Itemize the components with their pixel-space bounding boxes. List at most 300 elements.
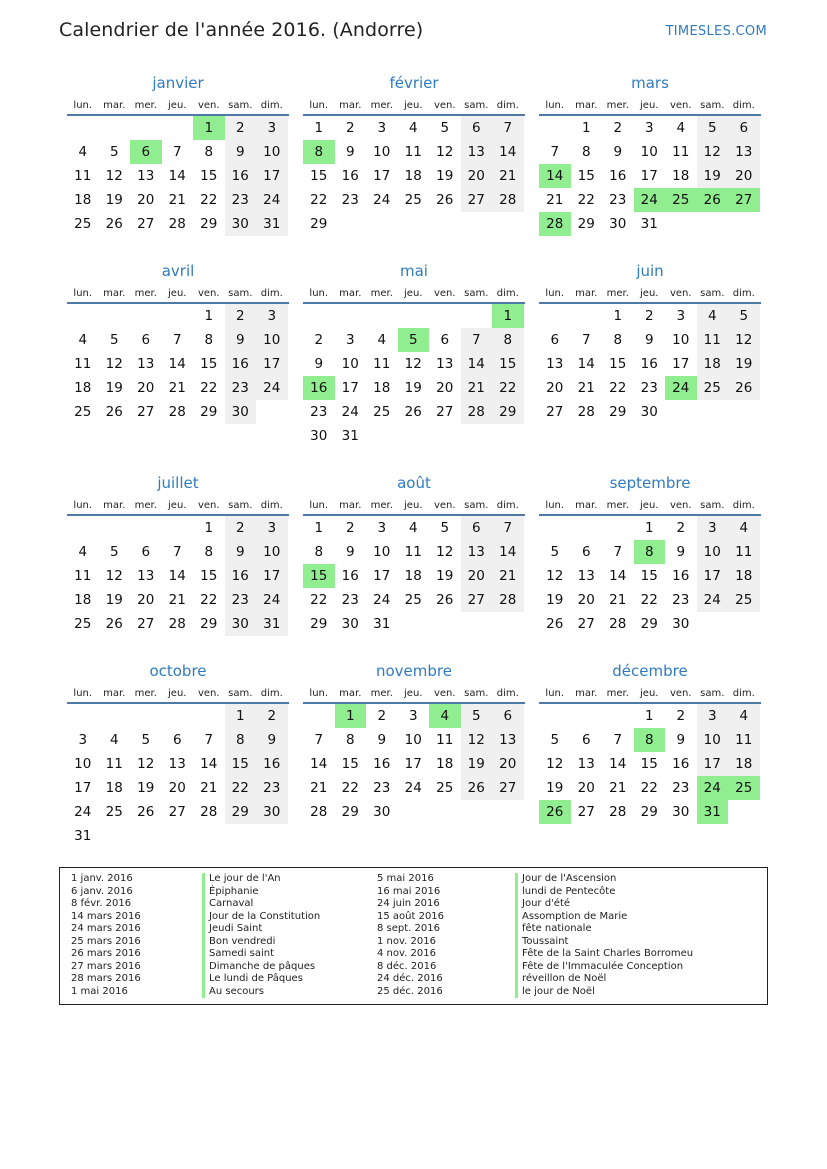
week-row — [539, 376, 761, 400]
day-cell: 21 — [577, 380, 595, 396]
day-cell: 28 — [168, 216, 186, 232]
week-row — [67, 776, 289, 800]
day-cell: 15 — [200, 356, 218, 372]
day-cell: 19 — [436, 168, 454, 184]
empty-cell — [99, 824, 131, 848]
day-cell: 31 — [640, 216, 658, 232]
day-cell: 28 — [609, 804, 627, 820]
day-cell: 29 — [492, 400, 524, 424]
day-cell: 31 — [74, 828, 92, 844]
legend-holiday-name: Bon vendredi — [202, 936, 320, 949]
day-cell: 3 — [345, 332, 355, 348]
empty-cell — [461, 304, 493, 328]
week-row — [303, 800, 525, 824]
day-cell: 5 — [141, 732, 151, 748]
week-row — [67, 516, 289, 540]
week-row — [67, 328, 289, 352]
weekday-label: ven. — [433, 100, 456, 111]
day-cell: 24 — [373, 592, 391, 608]
day-cell: 23 — [373, 780, 391, 796]
weekday-label: mer. — [134, 500, 157, 511]
empty-cell — [99, 116, 131, 140]
week-row — [539, 212, 761, 236]
empty-cell — [335, 304, 367, 328]
weekday-label: jeu. — [640, 500, 659, 511]
day-cell: 17 — [256, 564, 288, 588]
day-cell: 19 — [105, 592, 123, 608]
weekday-label: jeu. — [168, 288, 187, 299]
weekday-label: mar. — [575, 500, 598, 511]
month-3 — [67, 261, 289, 424]
day-cell: 9 — [345, 144, 355, 160]
day-cell: 21 — [168, 380, 186, 396]
weekday-label: sam. — [464, 688, 489, 699]
day-cell: 22 — [640, 592, 658, 608]
empty-cell — [67, 304, 99, 328]
day-cell: 5 — [109, 144, 119, 160]
empty-cell — [366, 424, 398, 448]
week-row — [303, 516, 525, 540]
week-row — [539, 564, 761, 588]
day-cell: 8 — [314, 544, 324, 560]
day-cell: 20 — [492, 752, 524, 776]
weekday-header — [303, 284, 525, 304]
week-row — [303, 164, 525, 188]
holiday-day-cell: 1 — [335, 704, 367, 728]
day-cell: 1 — [314, 120, 324, 136]
week-row — [303, 424, 525, 448]
legend-date: 1 janv. 2016 — [71, 873, 133, 884]
weekday-label: mar. — [103, 100, 126, 111]
day-cell: 27 — [461, 188, 493, 212]
day-cell: 14 — [609, 756, 627, 772]
day-cell: 10 — [672, 332, 690, 348]
week-row — [539, 752, 761, 776]
day-cell: 19 — [436, 568, 454, 584]
day-cell: 17 — [256, 352, 288, 376]
day-cell: 22 — [310, 192, 328, 208]
weekday-label: mer. — [134, 288, 157, 299]
day-cell: 20 — [137, 592, 155, 608]
day-cell: 5 — [728, 304, 760, 328]
month-name: février — [389, 74, 439, 92]
week-row — [67, 752, 289, 776]
day-cell: 17 — [256, 164, 288, 188]
empty-cell — [99, 704, 131, 728]
day-cell: 7 — [613, 544, 623, 560]
day-cell: 28 — [492, 588, 524, 612]
weekday-label: ven. — [197, 100, 220, 111]
day-cell: 18 — [373, 380, 391, 396]
day-cell: 21 — [609, 780, 627, 796]
day-cell: 16 — [672, 568, 690, 584]
day-cell: 12 — [728, 328, 760, 352]
weekday-label: mer. — [606, 688, 629, 699]
weekday-label: sam. — [228, 500, 253, 511]
legend-holiday-name: Fête de l'Immaculée Conception — [515, 961, 693, 974]
day-cell: 21 — [492, 164, 524, 188]
legend-date: 28 mars 2016 — [71, 973, 141, 984]
day-cell: 7 — [172, 544, 182, 560]
empty-cell — [99, 516, 131, 540]
weekday-header — [539, 96, 761, 116]
day-cell: 25 — [74, 616, 92, 632]
empty-cell — [728, 612, 760, 636]
legend-date: 25 mars 2016 — [71, 935, 141, 947]
day-cell: 23 — [609, 192, 627, 208]
day-cell: 25 — [373, 404, 391, 420]
day-cell: 12 — [436, 544, 454, 560]
legend-holiday-name: Jour de l'Ascension — [515, 873, 693, 886]
week-row — [67, 400, 289, 424]
day-cell: 9 — [644, 332, 654, 348]
empty-cell — [256, 400, 288, 424]
empty-cell — [697, 212, 729, 236]
day-cell: 26 — [436, 592, 454, 608]
day-cell: 14 — [577, 356, 595, 372]
empty-cell — [67, 516, 99, 540]
week-row — [67, 352, 289, 376]
day-cell: 29 — [310, 616, 328, 632]
day-cell: 27 — [577, 616, 595, 632]
empty-cell — [303, 704, 335, 728]
day-cell: 22 — [200, 380, 218, 396]
week-row — [539, 164, 761, 188]
day-cell: 2 — [314, 332, 324, 348]
day-cell: 10 — [404, 732, 422, 748]
weekday-label: jeu. — [404, 100, 423, 111]
month-6 — [67, 473, 289, 636]
day-cell: 5 — [440, 120, 450, 136]
day-cell: 8 — [492, 328, 524, 352]
day-cell: 19 — [105, 380, 123, 396]
day-cell: 13 — [137, 568, 155, 584]
day-cell: 12 — [105, 168, 123, 184]
day-cell: 23 — [341, 592, 359, 608]
day-cell: 5 — [550, 544, 560, 560]
day-cell: 26 — [137, 804, 155, 820]
legend-date: 8 déc. 2016 — [377, 960, 437, 972]
legend-date: 5 mai 2016 — [377, 873, 434, 884]
empty-cell — [366, 212, 398, 236]
weekday-label: mer. — [606, 100, 629, 111]
day-cell: 19 — [546, 780, 564, 796]
legend-date: 1 nov. 2016 — [377, 935, 436, 947]
month-0 — [67, 73, 289, 236]
day-cell: 3 — [377, 120, 387, 136]
legend-date: 24 juin 2016 — [377, 898, 440, 909]
weekday-label: jeu. — [168, 500, 187, 511]
day-cell: 2 — [377, 708, 387, 724]
day-cell: 31 — [341, 428, 359, 444]
day-cell: 28 — [168, 616, 186, 632]
legend-holiday-name: Samedi saint — [202, 948, 320, 961]
day-cell: 21 — [461, 376, 493, 400]
week-row — [67, 164, 289, 188]
day-cell: 30 — [609, 216, 627, 232]
day-cell: 7 — [581, 332, 591, 348]
weekday-header — [67, 496, 289, 516]
day-cell: 22 — [609, 380, 627, 396]
month-7 — [303, 473, 525, 636]
month-2 — [539, 73, 761, 236]
day-cell: 16 — [256, 752, 288, 776]
month-name: juillet — [157, 474, 199, 492]
day-cell: 29 — [609, 404, 627, 420]
day-cell: 11 — [436, 732, 454, 748]
day-cell: 16 — [341, 168, 359, 184]
legend-holiday-name: Toussaint — [515, 936, 693, 949]
day-cell: 8 — [204, 544, 214, 560]
holiday-legend — [59, 867, 768, 1005]
day-cell: 6 — [141, 544, 151, 560]
empty-cell — [429, 612, 461, 636]
legend-holiday-name: Dimanche de pâques — [202, 961, 320, 974]
weekday-label: jeu. — [168, 688, 187, 699]
day-cell: 7 — [492, 516, 524, 540]
day-cell: 30 — [672, 804, 690, 820]
day-cell: 12 — [546, 756, 564, 772]
day-cell: 18 — [728, 752, 760, 776]
day-cell: 6 — [550, 332, 560, 348]
day-cell: 8 — [345, 732, 355, 748]
day-cell: 25 — [728, 588, 760, 612]
week-row — [303, 140, 525, 164]
day-cell: 5 — [697, 116, 729, 140]
legend-date: 16 mai 2016 — [377, 885, 441, 897]
day-cell: 23 — [672, 780, 690, 796]
week-row — [67, 376, 289, 400]
empty-cell — [539, 116, 571, 140]
weekday-label: mar. — [575, 288, 598, 299]
legend-holiday-name: Jour d'été — [515, 898, 693, 911]
day-cell: 27 — [168, 804, 186, 820]
holiday-day-cell: 8 — [634, 540, 666, 564]
holiday-day-cell: 24 — [634, 188, 666, 212]
day-cell: 7 — [613, 732, 623, 748]
day-cell: 29 — [225, 800, 257, 824]
day-cell: 4 — [377, 332, 387, 348]
day-cell: 12 — [105, 356, 123, 372]
weekday-label: lun. — [73, 288, 93, 299]
weekday-label: lun. — [73, 688, 93, 699]
day-cell: 26 — [461, 776, 493, 800]
weekday-header — [67, 284, 289, 304]
empty-cell — [162, 304, 194, 328]
day-cell: 10 — [341, 356, 359, 372]
empty-cell — [162, 704, 194, 728]
legend-date: 27 mars 2016 — [71, 960, 141, 972]
empty-cell — [429, 424, 461, 448]
day-cell: 16 — [640, 356, 658, 372]
day-cell: 18 — [697, 352, 729, 376]
day-cell: 27 — [436, 404, 454, 420]
empty-cell — [665, 400, 697, 424]
day-cell: 6 — [461, 116, 493, 140]
weekday-label: dim. — [496, 100, 519, 111]
week-row — [67, 800, 289, 824]
day-cell: 24 — [697, 588, 729, 612]
week-row — [67, 704, 289, 728]
weekday-label: dim. — [260, 688, 283, 699]
weekday-label: mar. — [575, 688, 598, 699]
day-cell: 11 — [728, 540, 760, 564]
week-row — [303, 612, 525, 636]
day-cell: 2 — [345, 520, 355, 536]
empty-cell — [162, 516, 194, 540]
day-cell: 26 — [436, 192, 454, 208]
day-cell: 14 — [461, 352, 493, 376]
empty-cell — [571, 304, 603, 328]
day-cell: 15 — [492, 352, 524, 376]
day-cell: 24 — [373, 192, 391, 208]
holiday-day-cell: 27 — [728, 188, 760, 212]
weekday-label: mer. — [606, 500, 629, 511]
legend-date: 24 mars 2016 — [71, 923, 141, 934]
day-cell: 31 — [256, 612, 288, 636]
holiday-day-cell: 6 — [130, 140, 162, 164]
day-cell: 20 — [436, 380, 454, 396]
day-cell: 25 — [404, 592, 422, 608]
legend-holiday-name: lundi de Pentecôte — [515, 886, 693, 899]
day-cell: 15 — [310, 168, 328, 184]
weekday-label: lun. — [545, 500, 565, 511]
day-cell: 20 — [546, 380, 564, 396]
day-cell: 16 — [609, 168, 627, 184]
weekday-label: jeu. — [640, 688, 659, 699]
weekday-label: ven. — [197, 688, 220, 699]
day-cell: 18 — [404, 168, 422, 184]
day-cell: 1 — [644, 708, 654, 724]
empty-cell — [461, 612, 493, 636]
week-row — [67, 116, 289, 140]
day-cell: 18 — [74, 192, 92, 208]
week-row — [303, 188, 525, 212]
day-cell: 4 — [697, 304, 729, 328]
empty-cell — [697, 612, 729, 636]
day-cell: 10 — [373, 144, 391, 160]
weekday-label: dim. — [496, 688, 519, 699]
day-cell: 22 — [200, 592, 218, 608]
empty-cell — [728, 800, 760, 824]
day-cell: 10 — [74, 756, 92, 772]
day-cell: 31 — [373, 616, 391, 632]
week-row — [539, 612, 761, 636]
weekday-label: ven. — [669, 688, 692, 699]
legend-holiday-name: réveillon de Noël — [515, 973, 693, 986]
day-cell: 19 — [461, 752, 493, 776]
week-row — [67, 564, 289, 588]
weekday-label: dim. — [260, 500, 283, 511]
weekday-label: sam. — [464, 500, 489, 511]
day-cell: 3 — [256, 304, 288, 328]
week-row — [303, 728, 525, 752]
day-cell: 5 — [550, 732, 560, 748]
day-cell: 19 — [697, 164, 729, 188]
day-cell: 10 — [697, 728, 729, 752]
legend-holiday-name: Carnaval — [202, 898, 320, 911]
day-cell: 30 — [225, 400, 257, 424]
week-row — [303, 776, 525, 800]
day-cell: 16 — [225, 352, 257, 376]
day-cell: 14 — [168, 568, 186, 584]
day-cell: 9 — [345, 544, 355, 560]
day-cell: 7 — [461, 328, 493, 352]
day-cell: 15 — [200, 568, 218, 584]
week-row — [303, 116, 525, 140]
day-cell: 23 — [225, 376, 257, 400]
day-cell: 13 — [546, 356, 564, 372]
day-cell: 12 — [436, 144, 454, 160]
empty-cell — [665, 212, 697, 236]
month-4 — [303, 261, 525, 448]
day-cell: 13 — [577, 756, 595, 772]
day-cell: 11 — [672, 144, 690, 160]
empty-cell — [461, 800, 493, 824]
day-cell: 28 — [577, 404, 595, 420]
holiday-day-cell: 25 — [728, 776, 760, 800]
weekday-label: dim. — [732, 100, 755, 111]
brand-link[interactable]: TIMESLES.COM — [665, 24, 767, 39]
empty-cell — [67, 704, 99, 728]
weekday-label: mar. — [339, 688, 362, 699]
day-cell: 9 — [676, 732, 686, 748]
day-cell: 17 — [672, 356, 690, 372]
day-cell: 25 — [697, 376, 729, 400]
day-cell: 11 — [404, 544, 422, 560]
legend-date: 6 janv. 2016 — [71, 885, 133, 897]
day-cell: 30 — [225, 612, 257, 636]
weekday-label: sam. — [464, 100, 489, 111]
day-cell: 4 — [408, 120, 418, 136]
day-cell: 8 — [613, 332, 623, 348]
weekday-label: ven. — [197, 288, 220, 299]
day-cell: 20 — [577, 780, 595, 796]
day-cell: 21 — [168, 592, 186, 608]
day-cell: 2 — [225, 304, 257, 328]
weekday-label: sam. — [228, 288, 253, 299]
day-cell: 25 — [404, 192, 422, 208]
month-name: juin — [636, 262, 664, 280]
week-row — [303, 752, 525, 776]
day-cell: 6 — [440, 332, 450, 348]
day-cell: 27 — [137, 216, 155, 232]
day-cell: 11 — [74, 168, 92, 184]
empty-cell — [398, 304, 430, 328]
day-cell: 20 — [461, 564, 493, 588]
weekday-label: mer. — [134, 100, 157, 111]
day-cell: 15 — [640, 568, 658, 584]
day-cell: 16 — [373, 756, 391, 772]
day-cell: 9 — [676, 544, 686, 560]
week-row — [539, 352, 761, 376]
month-name: octobre — [149, 662, 207, 680]
day-cell: 29 — [200, 216, 218, 232]
day-cell: 17 — [373, 568, 391, 584]
day-cell: 4 — [78, 332, 88, 348]
week-row — [303, 588, 525, 612]
empty-cell — [429, 304, 461, 328]
day-cell: 6 — [728, 116, 760, 140]
day-cell: 19 — [728, 352, 760, 376]
empty-cell — [130, 704, 162, 728]
weekday-label: sam. — [700, 100, 725, 111]
day-cell: 12 — [404, 356, 422, 372]
day-cell: 13 — [436, 356, 454, 372]
day-cell: 10 — [256, 140, 288, 164]
weekday-label: mar. — [339, 100, 362, 111]
weekday-label: lun. — [545, 100, 565, 111]
